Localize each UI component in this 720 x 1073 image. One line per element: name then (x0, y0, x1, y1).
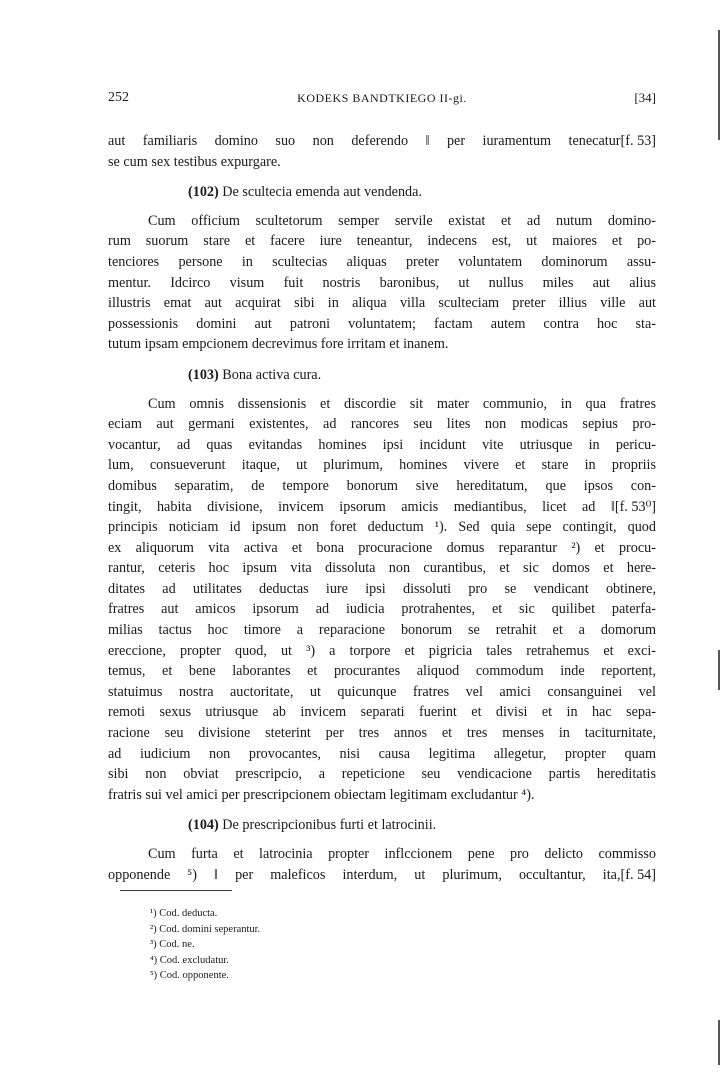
section-number: (104) (188, 817, 219, 834)
text-line: ereccione, propter quod, ut ³) a torpore et pigricia tales retrahemus et exci- (108, 642, 656, 659)
footnote-mark: ⁵) (150, 970, 158, 981)
section-number: (102) (188, 184, 219, 201)
section-heading-104 (108, 815, 656, 836)
text-line: ex aliquorum vita activa et bona procuracione domus reparantur ²) et procu- (108, 539, 656, 556)
text-line: possessionis domini aut patroni voluntatem; factam autem contra hoc sta- (108, 315, 656, 332)
section-marker: [34] (634, 90, 656, 105)
text-line: illustris emat aut acquirat sibi in aliqua villa sculteciam preter illius ville aut (108, 295, 656, 312)
page-header (108, 90, 656, 110)
text-line: domibus separatim, de tempore bonorum sive hereditatum, que ipsos con- (108, 477, 656, 494)
text-line: fratres aut amicos ipsorum ad iudicia protrahentes, et sic quilibet paterfa- (108, 601, 656, 618)
text-line: racione seu divisione steterint per tres annos et tres menses in taciturnitate, (108, 725, 656, 742)
footnote-text: Cod. deducta. (159, 908, 218, 919)
section-number: (103) (188, 366, 219, 383)
footnote-text: Cod. excludatur. (159, 954, 229, 966)
text-line: milias tactus hoc timore a reparacione bonorum se retrahit et a domorum (108, 622, 656, 639)
footnote-text: Cod. opponente. (159, 970, 229, 981)
footnote-text: Cod. domini seperantur. (159, 923, 261, 935)
text-line: ditates ad utilitates deductas iure ipsi dissoluti pro se vendicant obtinere, (108, 580, 656, 597)
section-title: Bona activa cura. (218, 366, 322, 383)
text-line: sibi non obviat prescripcio, a repeticione seu vendicacione partis hereditatis (108, 766, 656, 783)
text-line: vocantur, ad quas evitandas homines ipsi incidunt vite utriusque in pericu- (108, 436, 656, 453)
text-line: tutum ipsam empcionem decrevimus fore irritam et inanem. (108, 336, 449, 353)
text-line: tenciores persone in scultecias aliquas preter voluntatem dominorum assu- (108, 253, 656, 270)
footnotes (150, 906, 260, 984)
text-line: aut familiaris domino suo non deferendo ‖ per iuramentum tenecatur [f. 53] (108, 131, 656, 152)
footnote (150, 953, 260, 969)
section-title: De scultecia emenda aut vendenda. (218, 184, 422, 201)
text-line: lum, consueverunt itaque, ut plurimum, homines vivere et stare in propriis (108, 457, 656, 474)
footnote (150, 906, 260, 922)
footnote-text: Cod. ne. (159, 939, 195, 950)
folio-reference: [f. 54] (620, 866, 656, 883)
folio-reference: [f. 53⁰] (614, 498, 656, 515)
running-title: KODEKS BANDTKIEGO II-gi. (297, 91, 467, 105)
footnote (150, 922, 260, 938)
page-number: 252 (108, 90, 129, 105)
text-line: eciam aut germani existentes, ad rancores seu lites non modicas sepius pro- (108, 416, 656, 433)
footnote-mark: ²) (150, 923, 157, 935)
text-line: principis noticiam id ipsum non foret deductum ¹). Sed quia sepe contingit, quod (108, 519, 656, 536)
section-heading-102 (108, 182, 656, 203)
text-line: se cum sex testibus expurgare. (108, 153, 281, 170)
section-heading-103 (108, 365, 656, 386)
text-line: tingit, habita divisione, invicem ipsorum amicis mediantibus, licet ad ‖ [f. 53⁰] (108, 497, 656, 518)
text-line: opponende ⁵) ‖ per maleficos interdum, ut plurimum, occultantur, ita, [f. 54] (108, 865, 656, 886)
text-line: Cum furta et latrocinia propter inflccionem pene pro delicto commisso (148, 846, 656, 862)
footnote-mark: ³) (150, 939, 157, 950)
text-line: Cum officium scultetorum semper servile existat et ad nutum domino- (148, 212, 656, 229)
footnote-divider (120, 890, 232, 891)
folio-reference: [f. 53] (620, 133, 656, 149)
text-line: mentur. Idcirco visum fuit nostris baronibus, ut nullus miles aut alius (108, 274, 656, 291)
text-line: ad iudicium non provocantes, nisi causa legitima allegetur, propter quam (108, 745, 656, 762)
footnote (150, 937, 260, 953)
text-line: rum suorum stare et facere iure teneantur, indecens est, ut maiores et po- (108, 233, 656, 250)
footnote (150, 968, 260, 984)
text-line: statuimus nostra auctoritate, ut quicunque fratres vel amici consanguinei vel (108, 683, 656, 700)
text-line: fratris sui vel amici per prescripcionem obiectam legitimam excludantur ⁴). (108, 786, 535, 803)
text-line: temus, et bene laborantes et procurantes aliquod commodum inde reportent, (108, 663, 656, 680)
text-line: rantur, ceteris hoc ipsum vita dissoluta non curantibus, et sic domos et here- (108, 560, 656, 577)
section-title: De prescripcionibus furti et latrocinii. (218, 817, 437, 834)
footnote-mark: ⁴) (150, 954, 158, 966)
footnote-mark: ¹) (150, 908, 157, 919)
main-text (108, 131, 656, 885)
text-line: Cum omnis dissensionis et discordie sit mater communio, in qua fratres (148, 395, 656, 412)
text-line: remoti sexus utriusque ab invicem separati fuerint et divisi et in hac sepa- (108, 704, 656, 721)
